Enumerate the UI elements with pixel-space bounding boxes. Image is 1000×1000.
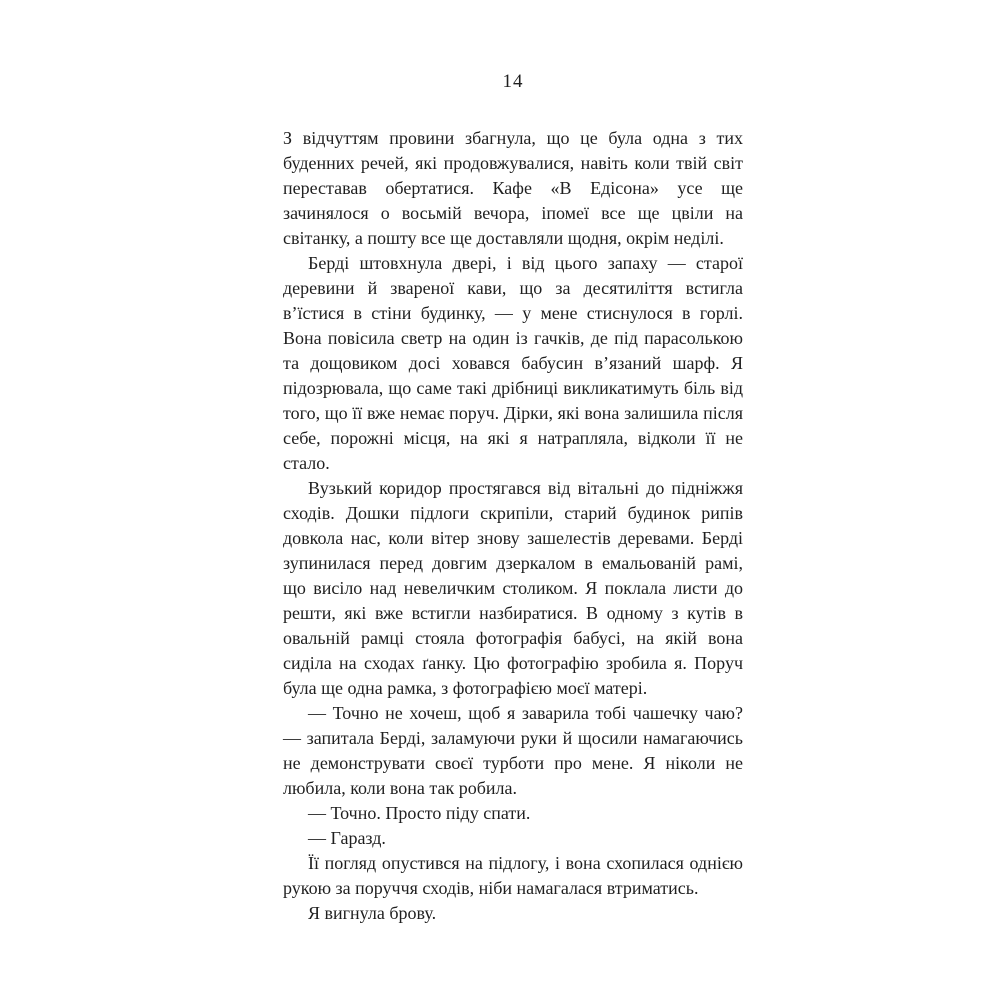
paragraph: — Точно. Просто піду спати. xyxy=(308,803,531,823)
text-column xyxy=(283,126,743,926)
paragraph: — Точно не хочеш, щоб я заварила тобі чашечку чаю? — запитала Берді, заламуючи руки й щосили намагаючись не демонструвати своєї турботи про мене. Я ніколи не любила, коли вона так робила. xyxy=(283,703,743,798)
paragraph: Вузький коридор простягався від вітальні до підніжжя сходів. Дошки підлоги скрипіли, старий будинок рипів довкола нас, коли вітер знову зашелестів деревами. Берді зупинилася перед довгим дзеркалом в емальованій рамі, що висіло над невеличким столиком. Я поклала листи до решти, які вже встигли назбиратися. В одному з кутів в овальній рамці стояла фотографія бабусі, на якій вона сиділа на сходах ґанку. Цю фотографію зробила я. Поруч була ще одна рамка, з фотографією моєї матері. xyxy=(283,478,743,698)
paragraph: З відчуттям провини збагнула, що це була одна з тих буденних речей, які продовжувалися, навіть коли твій світ переставав обертатися. Кафе «В Едісона» усе ще зачинялося о восьмій вечора, іпомеї все ще цвіли на світанку, а пошту все ще доставляли щодня, окрім неділі. xyxy=(283,128,743,248)
paragraph: Берді штовхнула двері, і від цього запаху — старої деревини й звареної кави, що за десятиліття встигла в’їстися в стіни будинку, — у мене стиснулося в горлі. Вона повісила светр на один із гачків, де під парасолькою та дощовиком досі ховався бабусин в’язаний шарф. Я підозрювала, що саме такі дрібниці викликатимуть біль від того, що її вже немає поруч. Дірки, які вона залишила після себе, порожні місця, на які я натрапляла, відколи її не стало. xyxy=(283,253,743,473)
paragraph: Я вигнула брову. xyxy=(308,903,437,923)
page-number: 14 xyxy=(502,71,524,92)
paragraph: — Гаразд. xyxy=(308,828,386,848)
paragraph: Її погляд опустився на підлогу, і вона схопилася однією рукою за поруччя сходів, ніби намагалася втриматись. xyxy=(283,853,743,898)
